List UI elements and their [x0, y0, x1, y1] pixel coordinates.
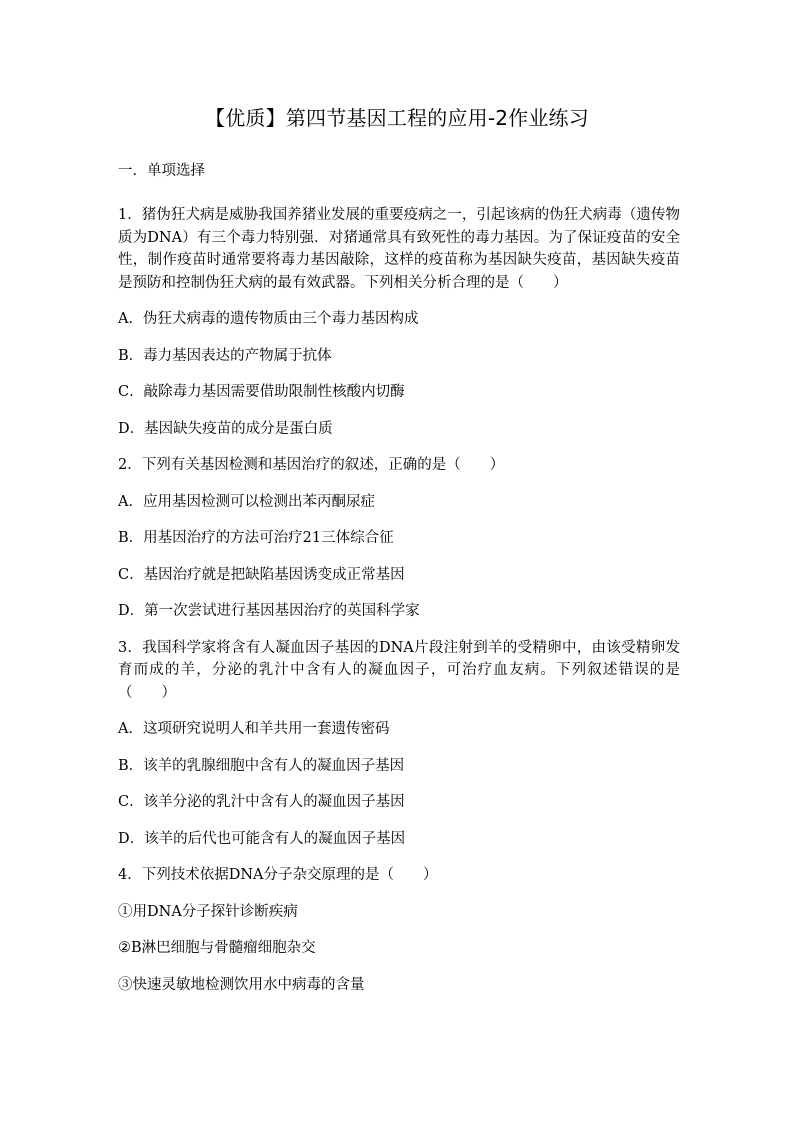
question-2-stem: 2．下列有关基因检测和基因治疗的叙述，正确的是（ ） [118, 457, 505, 473]
question-4-item-3: ③快速灵敏地检测饮用水中病毒的含量 [118, 976, 365, 993]
question-4 [118, 864, 680, 996]
question-3-option-a: A．这项研究说明人和羊共用一套遗传密码 [118, 721, 390, 737]
question-3-option-c: C．该羊分泌的乳汁中含有人的凝血因子基因 [118, 794, 405, 810]
question-4-stem: 4．下列技术依据DNA分子杂交原理的是（ ） [118, 867, 438, 883]
question-4-item-1: ①用DNA分子探针诊断疾病 [118, 903, 298, 920]
document-title: 【优质】第四节基因工程的应用-2作业练习 [205, 106, 589, 130]
question-1-stem: 1．猪伪狂犬病是威胁我国养猪业发展的重要疫病之一，引起该病的伪狂犬病毒（遗传物质为DNA）有三个毒力特别强．对猪通常具有致死性的毒力基因。为了保证疫苗的安全性，制作疫苗时通常要将毒力基因敲除，这样的疫苗称为基因缺失疫苗，基因缺失疫苗是预防和控制伪狂犬病的最有效武器。下列相关分析合理的是（ ） [118, 207, 680, 291]
question-2-option-a: A．应用基因检测可以检测出苯丙酮尿症 [118, 493, 375, 510]
question-3-option-d: D．该羊的后代也可能含有人的凝血因子基因 [118, 830, 406, 847]
question-list [118, 204, 680, 1010]
question-1-option-b: B．毒力基因表达的产物属于抗体 [118, 347, 332, 364]
question-3 [118, 637, 680, 851]
question-1 [118, 204, 680, 440]
question-3-stem: 3．我国科学家将含有人凝血因子基因的DNA片段注射到羊的受精卵中，由该受精卵发育而成的羊，分泌的乳汁中含有人的凝血因子，可治疗血友病。下列叙述错误的是（ ） [118, 639, 680, 701]
question-2-option-d: D．第一次尝试进行基因基因治疗的英国科学家 [118, 603, 420, 619]
question-2-option-b: B．用基因治疗的方法可治疗21三体综合征 [118, 530, 394, 546]
question-1-option-c: C．敲除毒力基因需要借助限制性核酸内切酶 [118, 384, 405, 400]
question-4-item-2: ②B淋巴细胞与骨髓瘤细胞杂交 [118, 940, 316, 956]
question-1-option-a: A．伪狂犬病毒的遗传物质由三个毒力基因构成 [118, 311, 419, 327]
question-3-option-b: B．该羊的乳腺细胞中含有人的凝血因子基因 [118, 757, 405, 774]
question-2 [118, 454, 680, 623]
section-heading: 一．单项选择 [118, 163, 205, 179]
question-1-option-d: D．基因缺失疫苗的成分是蛋白质 [118, 420, 333, 437]
question-2-option-c: C．基因治疗就是把缺陷基因诱变成正常基因 [118, 566, 405, 583]
